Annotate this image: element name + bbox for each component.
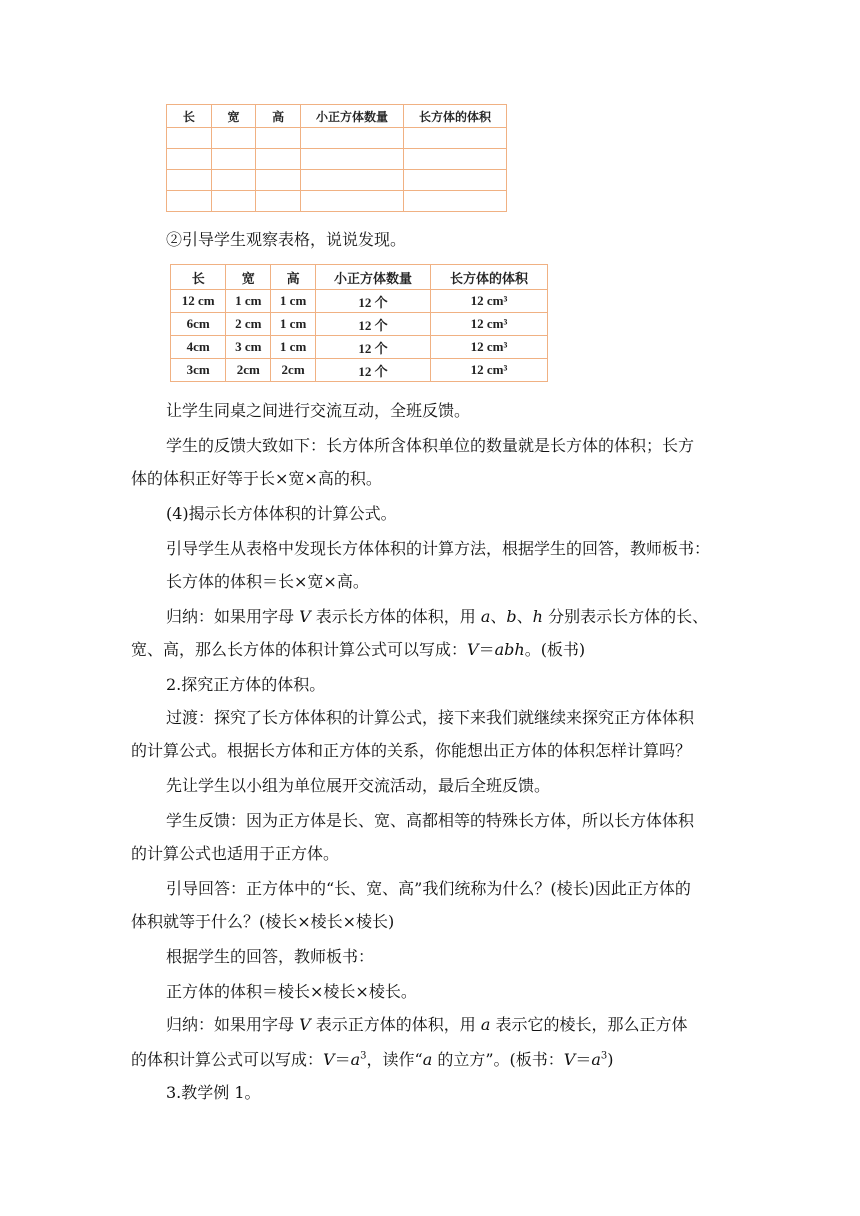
table-cell: 1 cm: [226, 290, 271, 313]
paragraph: 学生反馈：因为正方体是长、宽、高都相等的特殊长方体，所以长方体体积: [166, 811, 695, 830]
table-cell: 3 cm: [226, 336, 271, 359]
table-row: [171, 290, 548, 313]
table-cell: 12 个: [316, 290, 431, 313]
table-cell: [301, 191, 404, 212]
header-cube-count: 小正方体数量: [301, 105, 404, 128]
table-cell: 12 个: [316, 336, 431, 359]
paragraph: 引导学生从表格中发现长方体体积的计算方法，根据学生的回答，教师板书：: [166, 539, 711, 558]
table-cell: [404, 191, 507, 212]
table-cell: [211, 128, 256, 149]
paragraph: 根据学生的回答，教师板书：: [166, 947, 375, 966]
paragraph: 的计算公式也适用于正方体。: [131, 844, 340, 863]
exponent: 3: [600, 1050, 608, 1062]
table-row: [167, 191, 507, 212]
exponent: 3: [360, 1050, 367, 1062]
paragraph: [166, 1015, 687, 1035]
section-heading: 3.教学例 1。: [166, 1083, 261, 1102]
table-cell: [256, 128, 301, 149]
empty-record-table: [166, 104, 507, 212]
text-span: 归纳：如果用字母: [166, 1015, 300, 1034]
table-row: [171, 336, 548, 359]
variable: b: [506, 607, 517, 626]
variable: a: [422, 1050, 433, 1069]
table-cell: [167, 149, 212, 170]
header-length: 长: [167, 105, 212, 128]
paragraph: 让学生同桌之间进行交流互动，全班反馈。: [166, 401, 471, 420]
paragraph: 引导回答：正方体中的“长、宽、高”我们统称为什么？(棱长)因此正方体的: [166, 879, 691, 898]
variable: V: [323, 1050, 335, 1069]
table-cell: [301, 128, 404, 149]
variable: V: [563, 1050, 576, 1069]
table-cell: 1 cm: [271, 313, 316, 336]
paragraph: 先让学生以小组为单位展开交流活动，最后全班反馈。: [166, 776, 551, 795]
table-cell: [211, 149, 256, 170]
paragraph: 学生的反馈大致如下：长方体所含体积单位的数量就是长方体的体积；长方: [166, 436, 695, 455]
table-cell: 3cm: [171, 359, 226, 382]
formula-cuboid: 长方体的体积＝长×宽×高。: [166, 572, 369, 591]
header-volume: 长方体的体积: [431, 265, 548, 290]
header-volume: 长方体的体积: [404, 105, 507, 128]
table-cell: 2 cm: [226, 313, 271, 336]
text-span: 分别表示长方体的长、: [542, 607, 709, 626]
table-row: [167, 170, 507, 191]
text-span: ＝: [478, 640, 495, 659]
table-header-row: [171, 265, 548, 290]
table-row: [171, 359, 548, 382]
variable: V: [299, 1015, 311, 1034]
text-span: 、: [516, 607, 533, 626]
table-cell: [256, 191, 301, 212]
text-span: 宽、高，那么长方体的体积计算公式可以写成：: [131, 640, 468, 659]
header-height: 高: [271, 265, 316, 290]
header-width: 宽: [211, 105, 256, 128]
section-heading: (4)揭示长方体体积的计算公式。: [166, 504, 397, 523]
table-row: [171, 313, 548, 336]
paragraph: [131, 640, 585, 660]
header-height: 高: [256, 105, 301, 128]
table-cell: 1 cm: [271, 336, 316, 359]
variable: V: [299, 607, 311, 626]
paragraph: [131, 1050, 614, 1070]
text-span: 表示正方体的体积，用: [310, 1015, 481, 1034]
variable: abh: [494, 640, 525, 659]
header-cube-count: 小正方体数量: [316, 265, 431, 290]
variable: V: [467, 640, 479, 659]
table-cell: [404, 128, 507, 149]
paragraph: [166, 607, 708, 627]
text-span: ): [607, 1050, 614, 1069]
text-span: 的体积计算公式可以写成：: [131, 1050, 324, 1069]
variable: a: [591, 1050, 601, 1069]
text-span: 表示它的棱长，那么正方体: [490, 1015, 688, 1034]
text-span: 表示长方体的体积，用: [310, 607, 481, 626]
formula-cube: 正方体的体积＝棱长×棱长×棱长。: [166, 982, 417, 1001]
table-cell: 12 个: [316, 359, 431, 382]
table-cell: [301, 149, 404, 170]
section-heading: 2.探究正方体的体积。: [166, 675, 326, 694]
table-row: [167, 128, 507, 149]
table-cell: [256, 149, 301, 170]
text-span: ＝: [334, 1050, 351, 1069]
table-cell: 12 个: [316, 313, 431, 336]
table-cell: 1 cm: [271, 290, 316, 313]
step-2-instruction: ②引导学生观察表格，说说发现。: [166, 230, 407, 249]
variable: h: [532, 607, 543, 626]
text-span: 。(板书): [524, 640, 586, 659]
table-cell: 12 cm: [171, 290, 226, 313]
table-cell: [167, 170, 212, 191]
table-cell: [256, 170, 301, 191]
variable: a: [350, 1050, 361, 1069]
table-cell: [167, 191, 212, 212]
text-span: 、: [490, 607, 507, 626]
table-cell: 12 cm³: [431, 290, 548, 313]
text-span: 的立方”。(板书：: [432, 1050, 564, 1069]
table-cell: [211, 191, 256, 212]
table-cell: 12 cm³: [431, 359, 548, 382]
text-span: ，读作“: [366, 1050, 423, 1069]
table-header-row: [167, 105, 507, 128]
header-length: 长: [171, 265, 226, 290]
variable: a: [480, 607, 491, 626]
table-cell: 2cm: [226, 359, 271, 382]
variable: a: [480, 1015, 491, 1034]
table-cell: [404, 170, 507, 191]
text-span: 归纳：如果用字母: [166, 607, 300, 626]
filled-volume-table: [170, 264, 548, 382]
paragraph: 过渡：探究了长方体体积的计算公式，接下来我们就继续来探究正方体体积: [166, 708, 695, 727]
table-cell: 6cm: [171, 313, 226, 336]
table-cell: 4cm: [171, 336, 226, 359]
table-cell: [211, 170, 256, 191]
table-cell: [167, 128, 212, 149]
table-cell: 2cm: [271, 359, 316, 382]
table-cell: [404, 149, 507, 170]
header-width: 宽: [226, 265, 271, 290]
paragraph: 体的体积正好等于长×宽×高的积。: [131, 469, 382, 488]
table-cell: 12 cm³: [431, 313, 548, 336]
table-cell: 12 cm³: [431, 336, 548, 359]
table-cell: [301, 170, 404, 191]
table-row: [167, 149, 507, 170]
text-span: ＝: [575, 1050, 592, 1069]
paragraph: 的计算公式。根据长方体和正方体的关系，你能想出正方体的体积怎样计算吗？: [131, 741, 692, 760]
paragraph: 体积就等于什么？(棱长×棱长×棱长): [131, 912, 395, 931]
